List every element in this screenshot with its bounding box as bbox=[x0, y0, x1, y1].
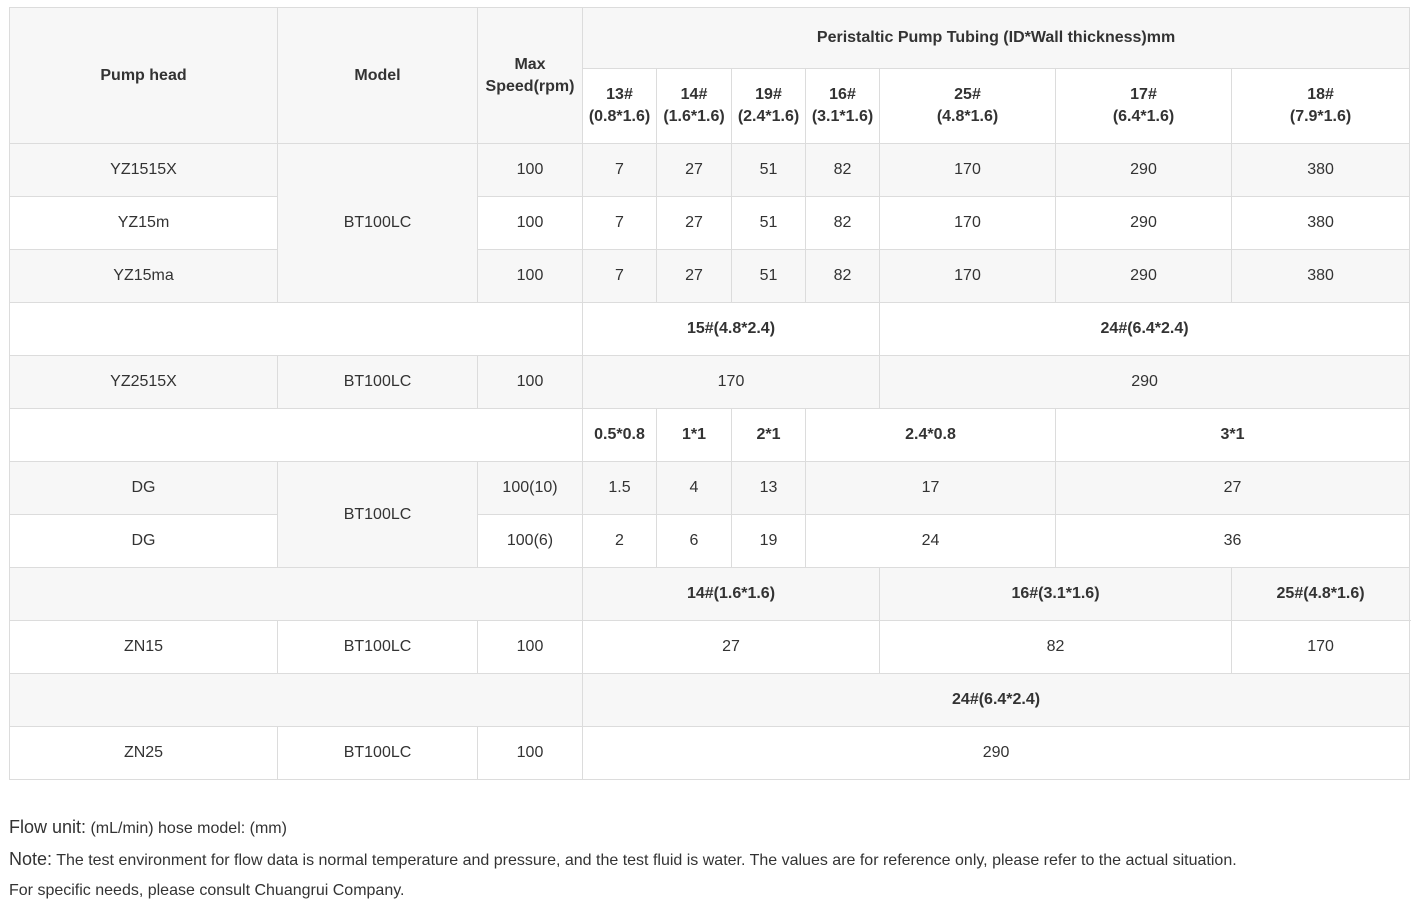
flow-cell: 170 bbox=[880, 250, 1056, 303]
flow-cell: 27 bbox=[1056, 462, 1410, 515]
sub-header-cell: 2.4*0.8 bbox=[806, 409, 1056, 462]
flow-cell: 7 bbox=[583, 144, 657, 197]
flow-cell: 17 bbox=[806, 462, 1056, 515]
tube-header: 14# (1.6*1.6) bbox=[657, 69, 732, 144]
model-cell: BT100LC bbox=[278, 621, 478, 674]
flow-cell: 7 bbox=[583, 250, 657, 303]
tube-header: 19# (2.4*1.6) bbox=[732, 69, 806, 144]
flow-cell: 27 bbox=[583, 621, 880, 674]
flow-cell: 27 bbox=[657, 144, 732, 197]
table-row bbox=[10, 197, 1410, 250]
flow-cell: 290 bbox=[880, 356, 1410, 409]
pump-head-cell: ZN15 bbox=[10, 621, 278, 674]
model-cell: BT100LC bbox=[278, 462, 478, 568]
table-row bbox=[10, 144, 1410, 197]
pump-head-cell: YZ2515X bbox=[10, 356, 278, 409]
flow-cell: 82 bbox=[806, 250, 880, 303]
sub-header-cell: 1*1 bbox=[657, 409, 732, 462]
sub-header-cell: 25#(4.8*1.6) bbox=[1232, 568, 1410, 621]
flow-cell: 290 bbox=[583, 727, 1410, 780]
flow-cell: 1.5 bbox=[583, 462, 657, 515]
tube-header: 25# (4.8*1.6) bbox=[880, 69, 1056, 144]
header-tubing-title: Peristaltic Pump Tubing (ID*Wall thickness)mm bbox=[583, 8, 1410, 69]
sub-header-cell: 3*1 bbox=[1056, 409, 1410, 462]
table-row bbox=[10, 356, 1410, 409]
table-row bbox=[10, 727, 1410, 780]
sub-header-cell: 2*1 bbox=[732, 409, 806, 462]
table-row bbox=[10, 621, 1410, 674]
sub-header-blank bbox=[10, 409, 583, 462]
sub-header-cell: 14#(1.6*1.6) bbox=[583, 568, 880, 621]
test-note bbox=[9, 844, 1409, 876]
flow-cell: 24 bbox=[806, 515, 1056, 568]
flow-unit-note bbox=[9, 812, 1409, 844]
sub-header-cell: 24#(6.4*2.4) bbox=[583, 674, 1410, 727]
speed-cell: 100 bbox=[478, 250, 583, 303]
model-cell: BT100LC bbox=[278, 144, 478, 303]
flow-cell: 6 bbox=[657, 515, 732, 568]
flow-cell: 7 bbox=[583, 197, 657, 250]
sub-header-row bbox=[10, 303, 1410, 356]
flow-unit-label: Flow unit: bbox=[9, 817, 87, 837]
flow-cell: 290 bbox=[1056, 144, 1232, 197]
flow-cell: 13 bbox=[732, 462, 806, 515]
flow-cell: 170 bbox=[1232, 621, 1410, 674]
flow-cell: 27 bbox=[657, 197, 732, 250]
flow-cell: 380 bbox=[1232, 144, 1410, 197]
model-cell: BT100LC bbox=[278, 727, 478, 780]
pump-head-cell: DG bbox=[10, 462, 278, 515]
sub-header-cell: 24#(6.4*2.4) bbox=[880, 303, 1410, 356]
flow-unit-text: (mL/min) hose model: (mm) bbox=[86, 820, 287, 837]
model-cell: BT100LC bbox=[278, 356, 478, 409]
table-row bbox=[10, 515, 1410, 568]
flow-cell: 27 bbox=[657, 250, 732, 303]
note-text: The test environment for flow data is normal temperature and pressure, and the test fluid is water. The values are for reference only, please refer to the actual situation. bbox=[52, 852, 1237, 869]
speed-cell: 100 bbox=[478, 727, 583, 780]
flow-cell: 170 bbox=[583, 356, 880, 409]
flow-cell: 82 bbox=[880, 621, 1232, 674]
tube-header: 17# (6.4*1.6) bbox=[1056, 69, 1232, 144]
pump-head-cell: YZ15m bbox=[10, 197, 278, 250]
flow-cell: 51 bbox=[732, 250, 806, 303]
header-max-speed-line2: Speed(rpm) bbox=[485, 77, 575, 95]
tube-header: 13# (0.8*1.6) bbox=[583, 69, 657, 144]
sub-header-blank bbox=[10, 674, 583, 727]
header-max-speed-line1: Max bbox=[514, 55, 546, 73]
pump-head-cell: DG bbox=[10, 515, 278, 568]
note-label: Note: bbox=[9, 849, 53, 869]
notes-section bbox=[9, 812, 1409, 906]
flow-cell: 290 bbox=[1056, 250, 1232, 303]
flow-cell: 36 bbox=[1056, 515, 1410, 568]
tube-header: 16# (3.1*1.6) bbox=[806, 69, 880, 144]
sub-header-cell: 0.5*0.8 bbox=[583, 409, 657, 462]
pump-head-cell: YZ1515X bbox=[10, 144, 278, 197]
flow-cell: 19 bbox=[732, 515, 806, 568]
sub-header-row bbox=[10, 674, 1410, 727]
sub-header-row bbox=[10, 568, 1410, 621]
flow-cell: 51 bbox=[732, 197, 806, 250]
flow-cell: 380 bbox=[1232, 197, 1410, 250]
flow-cell: 170 bbox=[880, 197, 1056, 250]
sub-header-row bbox=[10, 409, 1410, 462]
flow-cell: 82 bbox=[806, 144, 880, 197]
table-row bbox=[10, 462, 1410, 515]
speed-cell: 100 bbox=[478, 144, 583, 197]
speed-cell: 100(10) bbox=[478, 462, 583, 515]
speed-cell: 100(6) bbox=[478, 515, 583, 568]
speed-cell: 100 bbox=[478, 621, 583, 674]
table-row bbox=[10, 250, 1410, 303]
pump-head-cell: YZ15ma bbox=[10, 250, 278, 303]
flow-spec-table bbox=[9, 7, 1410, 780]
sub-header-cell: 16#(3.1*1.6) bbox=[880, 568, 1232, 621]
header-model: Model bbox=[278, 8, 478, 144]
header-max-speed bbox=[478, 8, 583, 144]
sub-header-cell: 15#(4.8*2.4) bbox=[583, 303, 880, 356]
sub-header-blank bbox=[10, 568, 583, 621]
speed-cell: 100 bbox=[478, 356, 583, 409]
flow-cell: 290 bbox=[1056, 197, 1232, 250]
header-pump-head: Pump head bbox=[10, 8, 278, 144]
flow-cell: 380 bbox=[1232, 250, 1410, 303]
flow-cell: 82 bbox=[806, 197, 880, 250]
pump-head-cell: ZN25 bbox=[10, 727, 278, 780]
flow-cell: 4 bbox=[657, 462, 732, 515]
tube-header: 18# (7.9*1.6) bbox=[1232, 69, 1410, 144]
consult-note: For specific needs, please consult Chuangrui Company. bbox=[9, 882, 405, 899]
sub-header-blank bbox=[10, 303, 583, 356]
flow-cell: 51 bbox=[732, 144, 806, 197]
flow-cell: 170 bbox=[880, 144, 1056, 197]
speed-cell: 100 bbox=[478, 197, 583, 250]
flow-cell: 2 bbox=[583, 515, 657, 568]
